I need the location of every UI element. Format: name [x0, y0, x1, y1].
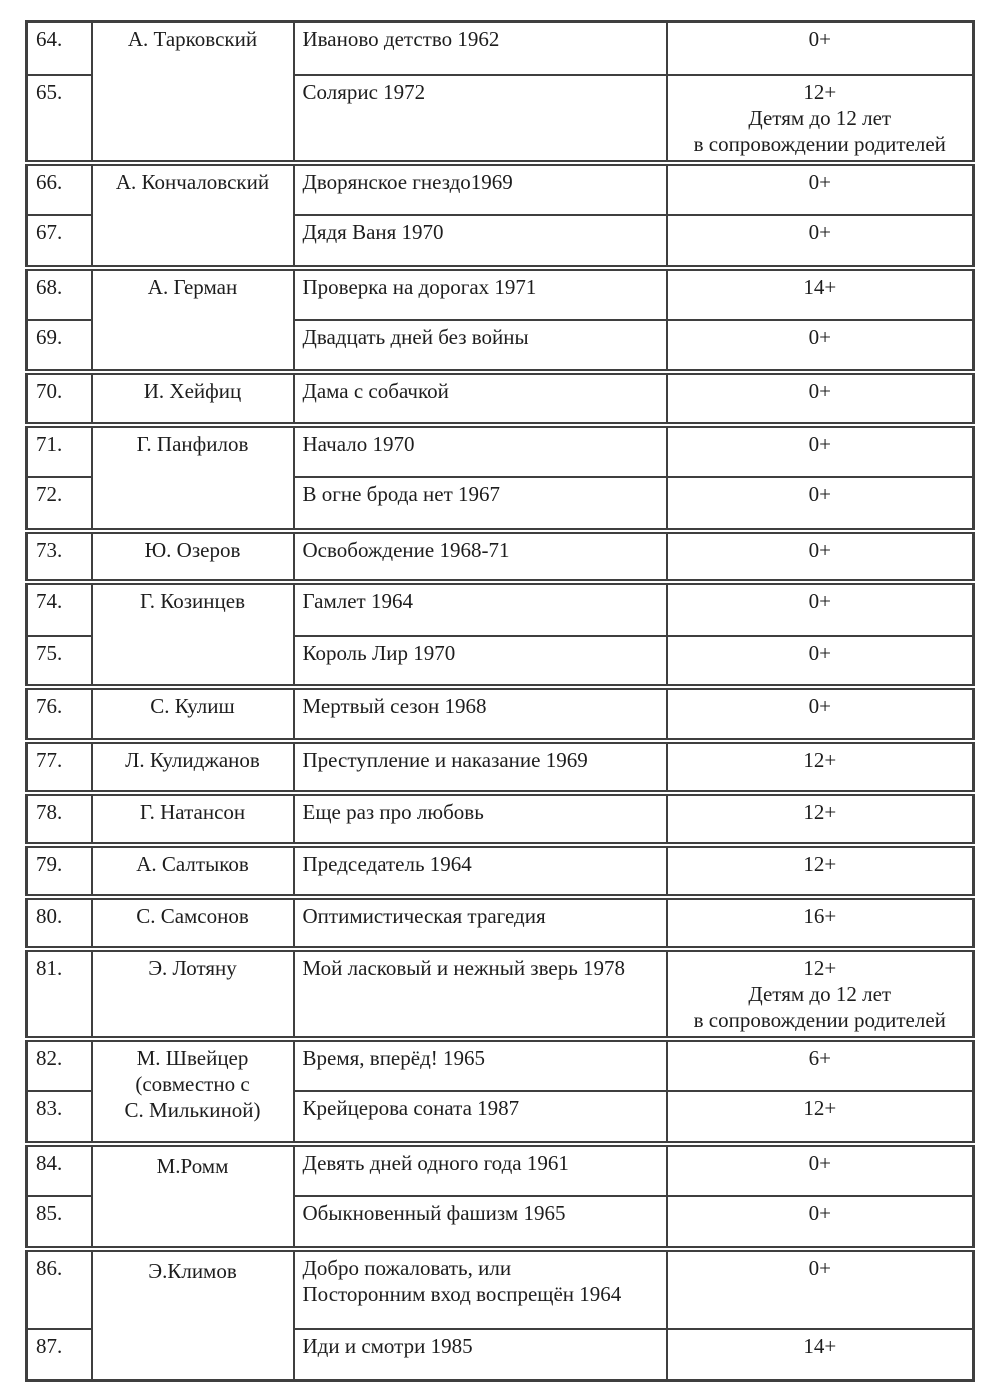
- film-title-cell: Дворянское гнездо1969: [294, 163, 667, 215]
- row-number-cell: 73.: [27, 531, 92, 582]
- director-cell: С. Самсонов: [92, 897, 294, 949]
- table-row: [27, 531, 974, 582]
- row-number-cell: 76.: [27, 687, 92, 741]
- table-row: [27, 425, 974, 477]
- table-row: [27, 372, 974, 425]
- film-title-cell: Мертвый сезон 1968: [294, 687, 667, 741]
- director-cell: Э.Климов: [92, 1249, 294, 1381]
- film-title-cell: Преступление и наказание 1969: [294, 741, 667, 793]
- table-row: [27, 1249, 974, 1329]
- row-number-cell: 82.: [27, 1039, 92, 1091]
- table-row: [27, 163, 974, 215]
- age-rating-cell: 12+: [667, 1091, 974, 1144]
- row-number-cell: 69.: [27, 320, 92, 372]
- age-rating-cell: 14+: [667, 268, 974, 320]
- row-number-cell: 68.: [27, 268, 92, 320]
- film-title-cell: Проверка на дорогах 1971: [294, 268, 667, 320]
- row-number-cell: 83.: [27, 1091, 92, 1144]
- row-number-cell: 72.: [27, 477, 92, 531]
- film-title-cell: Освобождение 1968-71: [294, 531, 667, 582]
- document-page: [25, 20, 975, 1382]
- director-cell: И. Хейфиц: [92, 372, 294, 425]
- table-row: [27, 741, 974, 793]
- age-rating-cell: 0+: [667, 636, 974, 687]
- film-title-cell: Председатель 1964: [294, 845, 667, 897]
- film-title-cell: Обыкновенный фашизм 1965: [294, 1196, 667, 1249]
- film-title-cell: Оптимистическая трагедия: [294, 897, 667, 949]
- age-rating-cell: 0+: [667, 215, 974, 268]
- row-number-cell: 87.: [27, 1329, 92, 1381]
- row-number-cell: 85.: [27, 1196, 92, 1249]
- film-title-cell: Время, вперёд! 1965: [294, 1039, 667, 1091]
- row-number-cell: 71.: [27, 425, 92, 477]
- film-title-cell: Девять дней одного года 1961: [294, 1144, 667, 1196]
- row-number-cell: 75.: [27, 636, 92, 687]
- row-number-cell: 86.: [27, 1249, 92, 1329]
- table-row: [27, 897, 974, 949]
- director-cell: Г. Панфилов: [92, 425, 294, 531]
- director-cell: М. Швейцер (совместно с С. Милькиной): [92, 1039, 294, 1144]
- age-rating-cell: 12+: [667, 845, 974, 897]
- table-row: [27, 582, 974, 636]
- film-title-cell: Дядя Ваня 1970: [294, 215, 667, 268]
- film-title-cell: Еще раз про любовь: [294, 793, 667, 845]
- age-rating-cell: 0+: [667, 477, 974, 531]
- age-rating-cell: 0+: [667, 320, 974, 372]
- row-number-cell: 84.: [27, 1144, 92, 1196]
- films-table-body: [27, 22, 974, 1381]
- row-number-cell: 66.: [27, 163, 92, 215]
- film-title-cell: Иди и смотри 1985: [294, 1329, 667, 1381]
- table-row: [27, 793, 974, 845]
- film-title-cell: Начало 1970: [294, 425, 667, 477]
- age-rating-cell: 6+: [667, 1039, 974, 1091]
- row-number-cell: 78.: [27, 793, 92, 845]
- age-rating-cell: 12+ Детям до 12 лет в сопровождении родителей: [667, 75, 974, 163]
- films-table: [25, 20, 975, 1382]
- director-cell: М.Ромм: [92, 1144, 294, 1249]
- age-rating-cell: 12+ Детям до 12 лет в сопровождении родителей: [667, 949, 974, 1039]
- row-number-cell: 74.: [27, 582, 92, 636]
- age-rating-cell: 0+: [667, 687, 974, 741]
- director-cell: А. Салтыков: [92, 845, 294, 897]
- director-cell: Л. Кулиджанов: [92, 741, 294, 793]
- age-rating-cell: 0+: [667, 372, 974, 425]
- table-row: [27, 687, 974, 741]
- table-row: [27, 949, 974, 1039]
- age-rating-cell: 12+: [667, 793, 974, 845]
- director-cell: Э. Лотяну: [92, 949, 294, 1039]
- director-cell: А. Герман: [92, 268, 294, 372]
- table-row: [27, 1144, 974, 1196]
- film-title-cell: Двадцать дней без войны: [294, 320, 667, 372]
- director-cell: Г. Натансон: [92, 793, 294, 845]
- age-rating-cell: 16+: [667, 897, 974, 949]
- table-row: [27, 845, 974, 897]
- age-rating-cell: 0+: [667, 1196, 974, 1249]
- row-number-cell: 80.: [27, 897, 92, 949]
- row-number-cell: 65.: [27, 75, 92, 163]
- age-rating-cell: 0+: [667, 22, 974, 75]
- film-title-cell: Иваново детство 1962: [294, 22, 667, 75]
- film-title-cell: Гамлет 1964: [294, 582, 667, 636]
- age-rating-cell: 12+: [667, 741, 974, 793]
- film-title-cell: Крейцерова соната 1987: [294, 1091, 667, 1144]
- director-cell: С. Кулиш: [92, 687, 294, 741]
- age-rating-cell: 0+: [667, 1144, 974, 1196]
- age-rating-cell: 14+: [667, 1329, 974, 1381]
- film-title-cell: Дама с собачкой: [294, 372, 667, 425]
- table-row: [27, 1039, 974, 1091]
- table-row: [27, 22, 974, 75]
- row-number-cell: 77.: [27, 741, 92, 793]
- row-number-cell: 64.: [27, 22, 92, 75]
- director-cell: Ю. Озеров: [92, 531, 294, 582]
- age-rating-cell: 0+: [667, 582, 974, 636]
- director-cell: А. Кончаловский: [92, 163, 294, 268]
- row-number-cell: 70.: [27, 372, 92, 425]
- age-rating-cell: 0+: [667, 531, 974, 582]
- age-rating-cell: 0+: [667, 425, 974, 477]
- film-title-cell: В огне брода нет 1967: [294, 477, 667, 531]
- age-rating-cell: 0+: [667, 1249, 974, 1329]
- row-number-cell: 81.: [27, 949, 92, 1039]
- age-rating-cell: 0+: [667, 163, 974, 215]
- table-row: [27, 268, 974, 320]
- director-cell: А. Тарковский: [92, 22, 294, 163]
- row-number-cell: 79.: [27, 845, 92, 897]
- film-title-cell: Добро пожаловать, или Посторонним вход воспрещён 1964: [294, 1249, 667, 1329]
- row-number-cell: 67.: [27, 215, 92, 268]
- director-cell: Г. Козинцев: [92, 582, 294, 687]
- film-title-cell: Король Лир 1970: [294, 636, 667, 687]
- film-title-cell: Мой ласковый и нежный зверь 1978: [294, 949, 667, 1039]
- film-title-cell: Солярис 1972: [294, 75, 667, 163]
